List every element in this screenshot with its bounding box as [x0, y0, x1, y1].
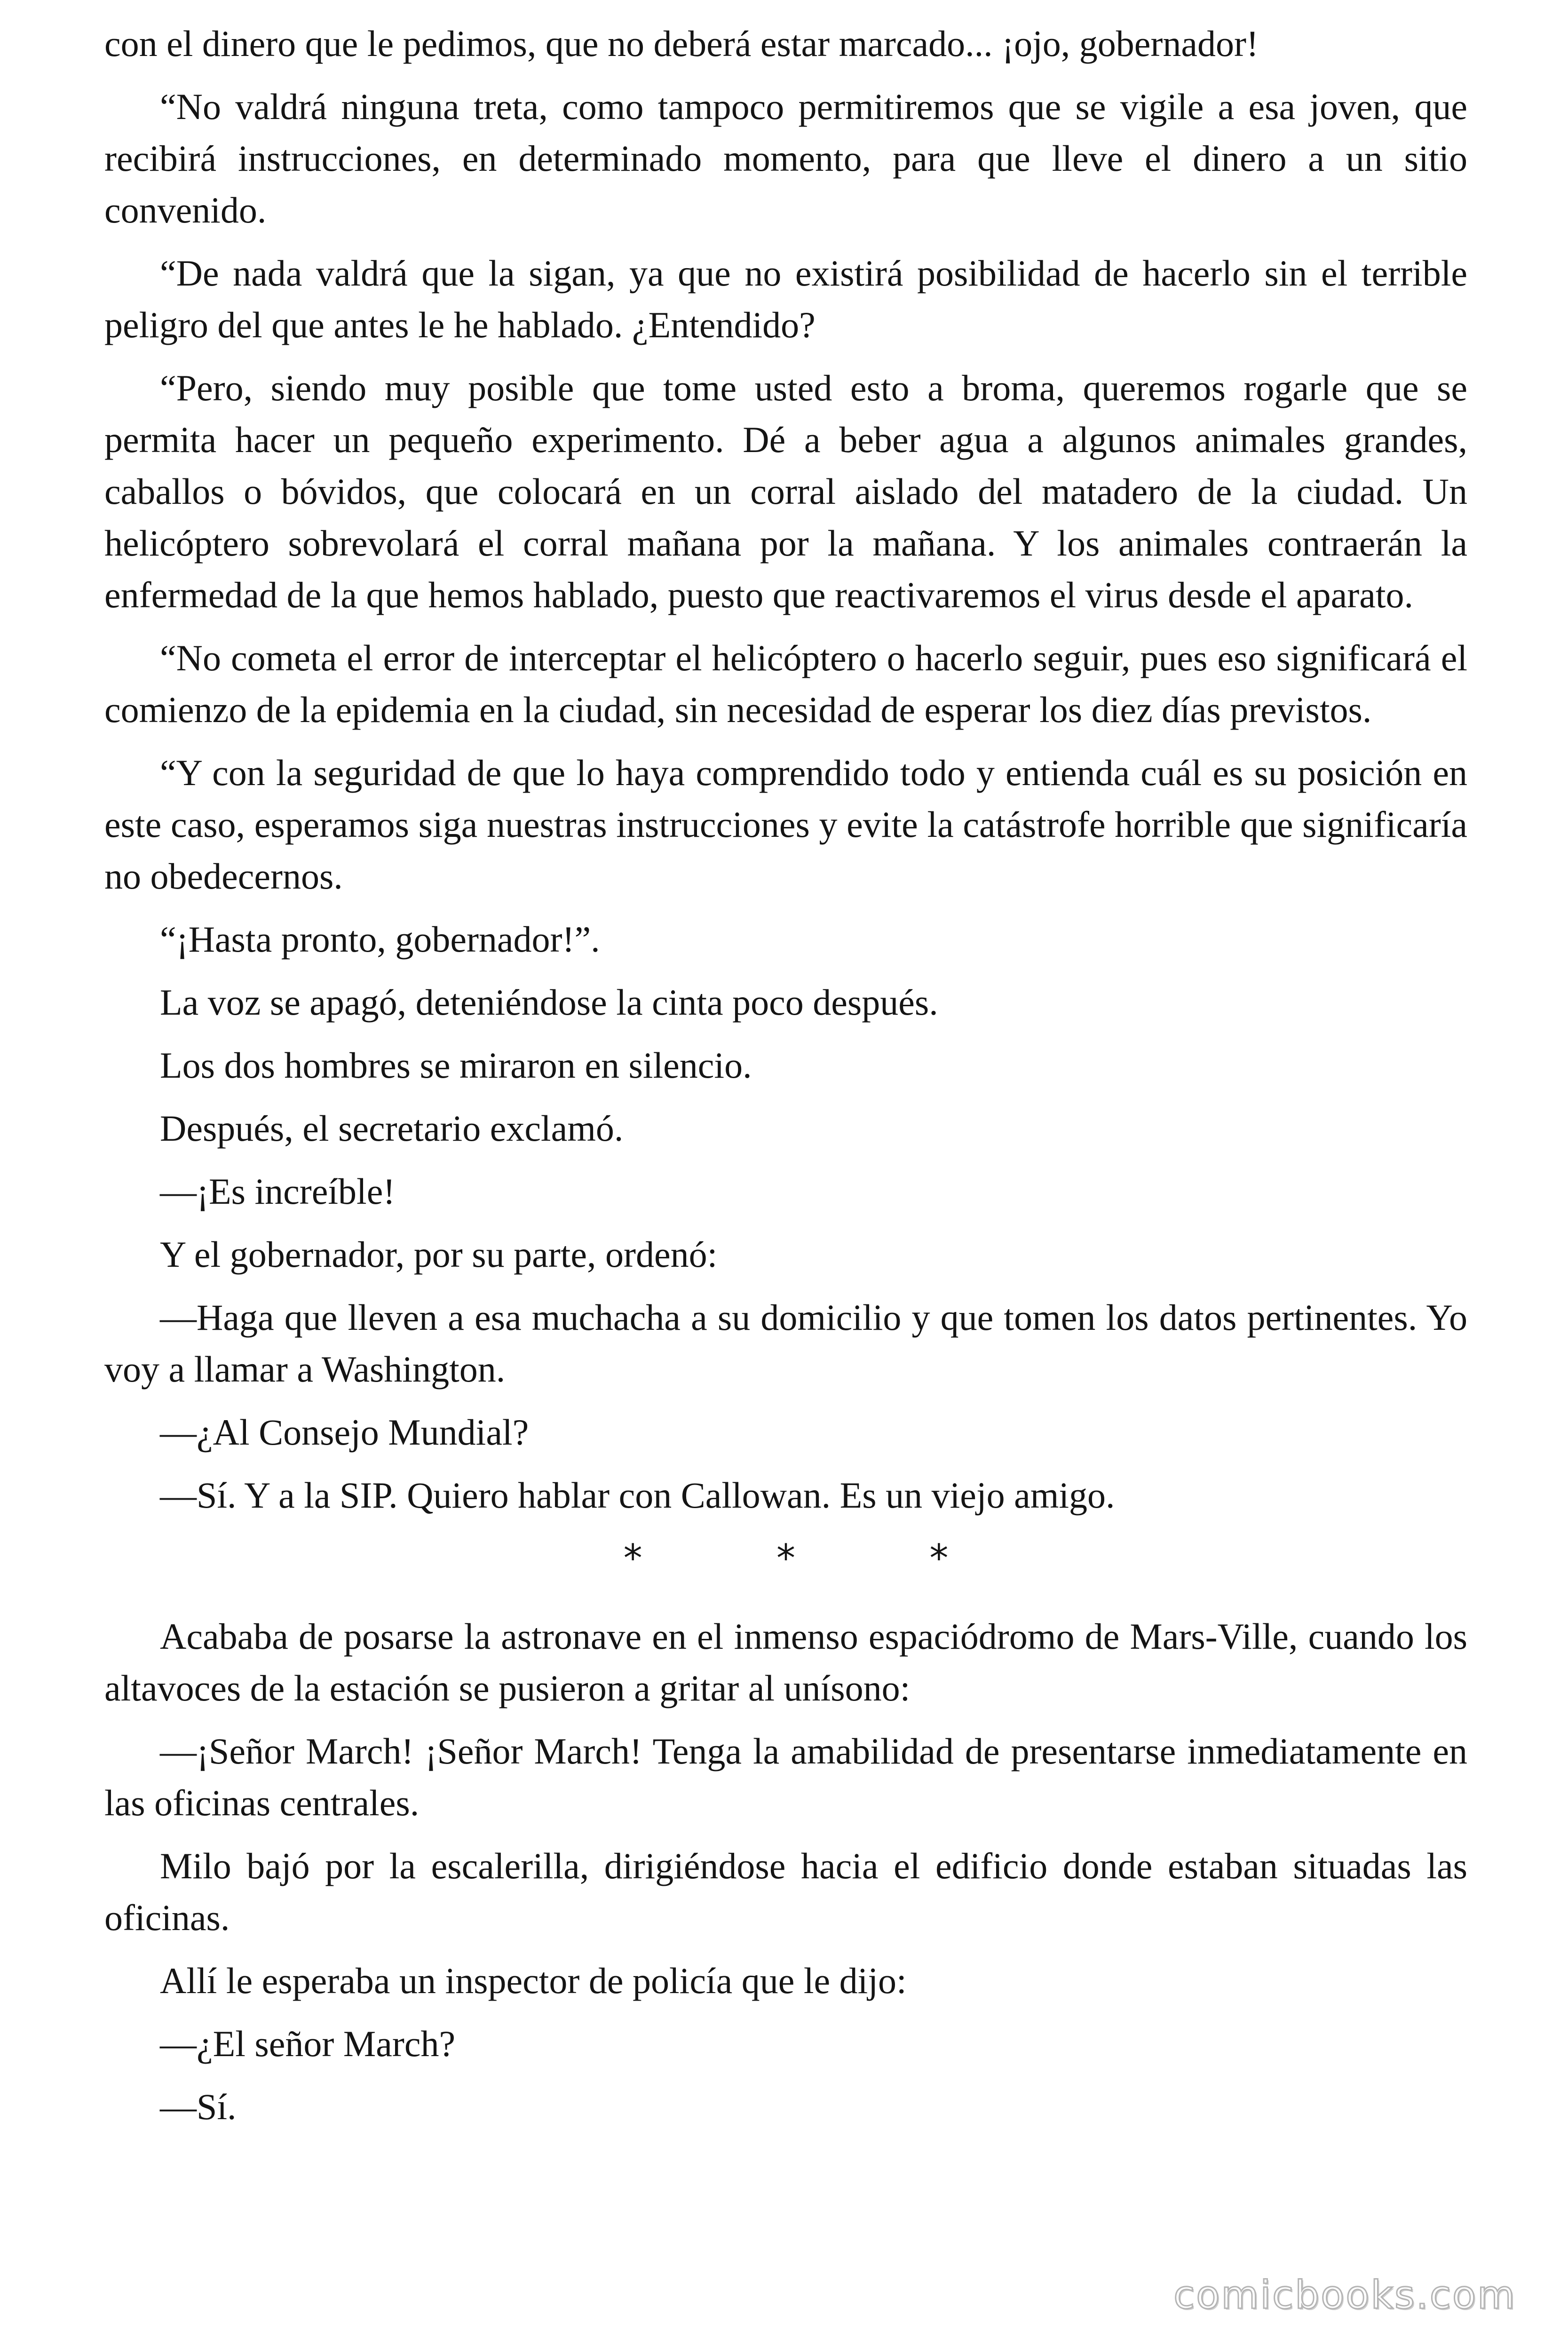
- paragraph: con el dinero que le pedimos, que no deberá estar marcado... ¡ojo, gobernador!: [104, 23, 1259, 64]
- paragraph: “¡Hasta pronto, gobernador!”.: [160, 919, 600, 960]
- paragraph: Después, el secretario exclamó.: [160, 1108, 624, 1149]
- paragraph: —¿Al Consejo Mundial?: [160, 1412, 529, 1453]
- paragraph: —¡Señor March! ¡Señor March! Tenga la amabilidad de presentarse inmediatamente en las oficinas centrales.: [104, 1731, 1467, 1823]
- paragraph: Y el gobernador, por su parte, ordenó:: [160, 1234, 718, 1275]
- paragraph: “No valdrá ninguna treta, como tampoco permitiremos que se vigile a esa joven, que recibirá instrucciones, en determinado momento, para que lleve el dinero a un sitio convenido.: [104, 86, 1467, 230]
- watermark: comicbooks.com: [1173, 2273, 1516, 2318]
- section-separator: * * *: [623, 1536, 1010, 1580]
- paragraph: —¿El señor March?: [160, 2023, 456, 2064]
- paragraph: Milo bajó por la escalerilla, dirigiéndose hacia el edificio donde estaban situadas las oficinas.: [104, 1845, 1467, 1938]
- paragraph: —Haga que lleven a esa muchacha a su domicilio y que tomen los datos pertinentes. Yo voy a llamar a Washington.: [104, 1297, 1467, 1390]
- paragraph: “Pero, siendo muy posible que tome usted esto a broma, queremos rogarle que se permita hacer un pequeño experimento. Dé a beber agua a algunos animales grandes, caballos o bóvidos, que colocará en un corral aislado del matadero de la ciudad. Un helicóptero sobrevolará el corral mañana por la mañana. Y los animales contraerán la enfermedad de la que hemos hablado, puesto que reactivaremos el virus desde el aparato.: [104, 367, 1467, 615]
- paragraph: —Sí. Y a la SIP. Quiero hablar con Callowan. Es un viejo amigo.: [160, 1475, 1115, 1516]
- paragraph: Los dos hombres se miraron en silencio.: [160, 1045, 752, 1086]
- paragraph: Allí le esperaba un inspector de policía que le dijo:: [160, 1960, 907, 2001]
- paragraph: “Y con la seguridad de que lo haya comprendido todo y entienda cuál es su posición en este caso, esperamos siga nuestras instrucciones y evite la catástrofe horrible que significaría no obedecernos.: [104, 752, 1467, 897]
- paragraph: “No cometa el error de interceptar el helicóptero o hacerlo seguir, pues eso significará el comienzo de la epidemia en la ciudad, sin necesidad de esperar los diez días previstos.: [104, 637, 1467, 730]
- paragraph: “De nada valdrá que la sigan, ya que no existirá posibilidad de hacerlo sin el terrible peligro del que antes le he hablado. ¿Entendido?: [104, 253, 1467, 345]
- paragraph: —¡Es increíble!: [160, 1171, 396, 1212]
- book-page: [104, 18, 1467, 2144]
- paragraph: —Sí.: [160, 2086, 237, 2127]
- paragraph: La voz se apagó, deteniéndose la cinta poco después.: [160, 982, 938, 1023]
- paragraph: Acababa de posarse la astronave en el inmenso espaciódromo de Mars-Ville, cuando los altavoces de la estación se pusieron a gritar al unísono:: [104, 1616, 1467, 1708]
